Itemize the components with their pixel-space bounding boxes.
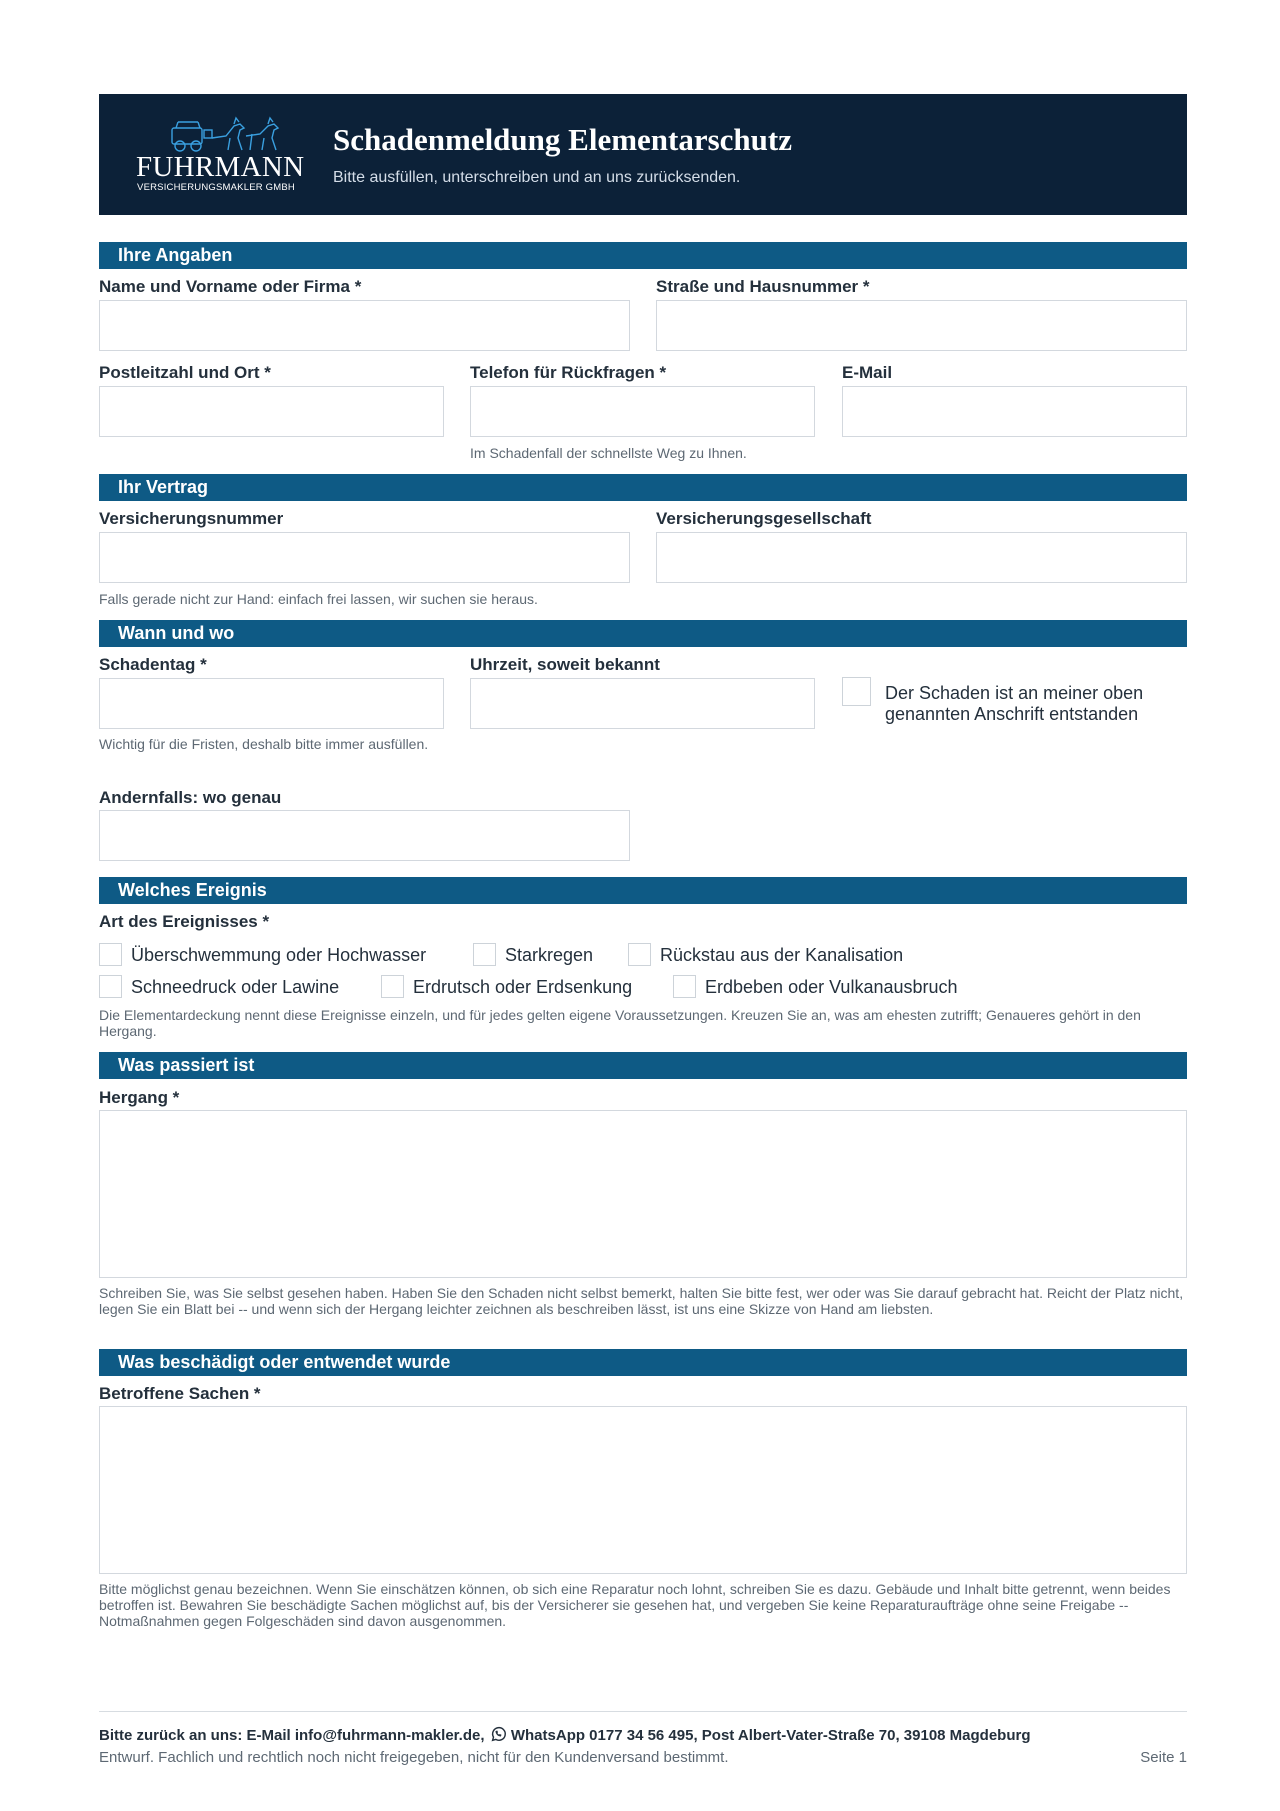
wo-genau-field[interactable] — [99, 810, 630, 861]
section-header-welches-ereignis: Welches Ereignis — [99, 877, 1187, 904]
ereignis-hint: Die Elementardeckung nennt diese Ereignisse einzeln, und für jedes gelten eigene Voraussetzungen. Kreuzen Sie an, was am ehesten zutrifft; Genaueres gehört in den Hergang. — [99, 1007, 1141, 1039]
section-header-was-passiert-ist: Was passiert ist — [99, 1052, 1187, 1079]
telefon-hint: Im Schadenfall der schnellste Weg zu Ihnen. — [470, 445, 747, 461]
strasse-label: Straße und Hausnummer * — [656, 277, 870, 296]
versicherungsgesellschaft-field[interactable] — [656, 532, 1187, 583]
schadentag-hint: Wichtig für die Fristen, deshalb bitte immer ausfüllen. — [99, 736, 429, 752]
ueberschwemmung-label: Überschwemmung oder Hochwasser — [131, 945, 427, 965]
checkbox-schneedruck[interactable] — [99, 975, 122, 998]
checkbox-erdbeben[interactable] — [673, 975, 696, 998]
erdrutsch-label: Erdrutsch oder Erdsenkung — [413, 977, 633, 997]
plz-ort-field[interactable] — [99, 386, 444, 437]
telefon-field[interactable] — [470, 386, 815, 437]
logo-subtext: VERSICHERUNGSMAKLER GMBH — [137, 182, 295, 193]
art-des-ereignisses-label: Art des Ereignisses * — [99, 912, 270, 931]
anschrift-checkbox-label: Der Schaden ist an meiner oben genannten Anschrift entstanden — [885, 683, 1144, 724]
betroffene-sachen-hint: Bitte möglichst genau bezeichnen. Wenn Sie einschätzen können, ob sich eine Reparatur noch lohnt, schreiben Sie es dazu. Gebäude und Inhalt bitte getrennt, wenn beides betroffen ist. Bewahren Sie beschädigte Sachen möglichst auf, bis der Versicherer sie gesehen hat, und vergeben Sie keine Reparaturaufträge ohne seine Freigabe -- Notmaßnahmen gegen Folgeschäden sind davon ausgenommen. — [99, 1581, 1171, 1629]
page-subtitle: Bitte ausfüllen, unterschreiben und an uns zurücksenden. — [333, 169, 741, 186]
versicherungsnummer-label: Versicherungsnummer — [99, 509, 284, 528]
company-logo — [136, 116, 305, 196]
footer-contact — [99, 1725, 1031, 1744]
betroffene-sachen-label: Betroffene Sachen * — [99, 1384, 261, 1403]
section-header-was-beschaedigt: Was beschädigt oder entwendet wurde — [99, 1349, 1187, 1376]
rueckstau-label: Rückstau aus der Kanalisation — [660, 945, 904, 965]
schadentag-field[interactable] — [99, 678, 444, 729]
name-field[interactable] — [99, 300, 630, 351]
logo-wordmark: FUHRMANN — [136, 151, 305, 183]
strasse-field[interactable] — [656, 300, 1187, 351]
footer-contact-email: Bitte zurück an uns: E-Mail info@fuhrmann-makler.de, — [99, 1727, 485, 1744]
starkregen-label: Starkregen — [505, 945, 594, 965]
section-header-wann-und-wo: Wann und wo — [99, 620, 1187, 647]
email-label: E-Mail — [842, 363, 893, 382]
schneedruck-label: Schneedruck oder Lawine — [131, 977, 340, 997]
page-number: Seite 1 — [1140, 1749, 1187, 1766]
erdbeben-label: Erdbeben oder Vulkanausbruch — [705, 977, 958, 997]
wo-genau-label: Andernfalls: wo genau — [99, 788, 282, 807]
section-header-ihr-vertrag: Ihr Vertrag — [99, 474, 1187, 501]
whatsapp-icon — [489, 1725, 507, 1743]
section-header-ihre-angaben: Ihre Angaben — [99, 242, 1187, 269]
footer-disclaimer: Entwurf. Fachlich und rechtlich noch nicht freigegeben, nicht für den Kundenversand bestimmt. — [99, 1749, 729, 1766]
carriage-icon — [164, 116, 284, 154]
anschrift-checkbox[interactable] — [842, 677, 871, 706]
form-header — [99, 94, 1187, 215]
uhrzeit-field[interactable] — [470, 678, 815, 729]
email-field[interactable] — [842, 386, 1187, 437]
checkbox-erdrutsch[interactable] — [381, 975, 404, 998]
checkbox-ueberschwemmung[interactable] — [99, 943, 122, 966]
betroffene-sachen-textarea[interactable] — [99, 1406, 1187, 1574]
telefon-label: Telefon für Rückfragen * — [470, 363, 667, 382]
checkbox-starkregen[interactable] — [473, 943, 496, 966]
checkbox-rueckstau[interactable] — [628, 943, 651, 966]
hergang-label: Hergang * — [99, 1088, 180, 1107]
footer-contact-whatsapp-post: WhatsApp 0177 34 56 495, Post Albert-Vater-Straße 70, 39108 Magdeburg — [510, 1727, 1031, 1744]
page-title: Schadenmeldung Elementarschutz — [333, 122, 792, 157]
form-page — [99, 94, 1187, 1766]
footer-divider — [99, 1711, 1187, 1712]
versicherungsgesellschaft-label: Versicherungsgesellschaft — [656, 509, 872, 528]
plz-ort-label: Postleitzahl und Ort * — [99, 363, 271, 382]
uhrzeit-label: Uhrzeit, soweit bekannt — [470, 655, 660, 674]
versicherungsnummer-field[interactable] — [99, 532, 630, 583]
schadentag-label: Schadentag * — [99, 655, 207, 674]
name-label: Name und Vorname oder Firma * — [99, 277, 362, 296]
hergang-textarea[interactable] — [99, 1110, 1187, 1278]
vertrag-hint: Falls gerade nicht zur Hand: einfach frei lassen, wir suchen sie heraus. — [99, 591, 538, 607]
hergang-hint: Schreiben Sie, was Sie selbst gesehen haben. Haben Sie den Schaden nicht selbst bemerkt, halten Sie bitte fest, wer oder was Sie darauf gebracht hat. Reicht der Platz nicht, legen Sie ein Blatt bei -- und wenn sich der Hergang leichter zeichnen als beschreiben lässt, ist uns eine Skizze von Hand am liebsten. — [99, 1285, 1184, 1317]
